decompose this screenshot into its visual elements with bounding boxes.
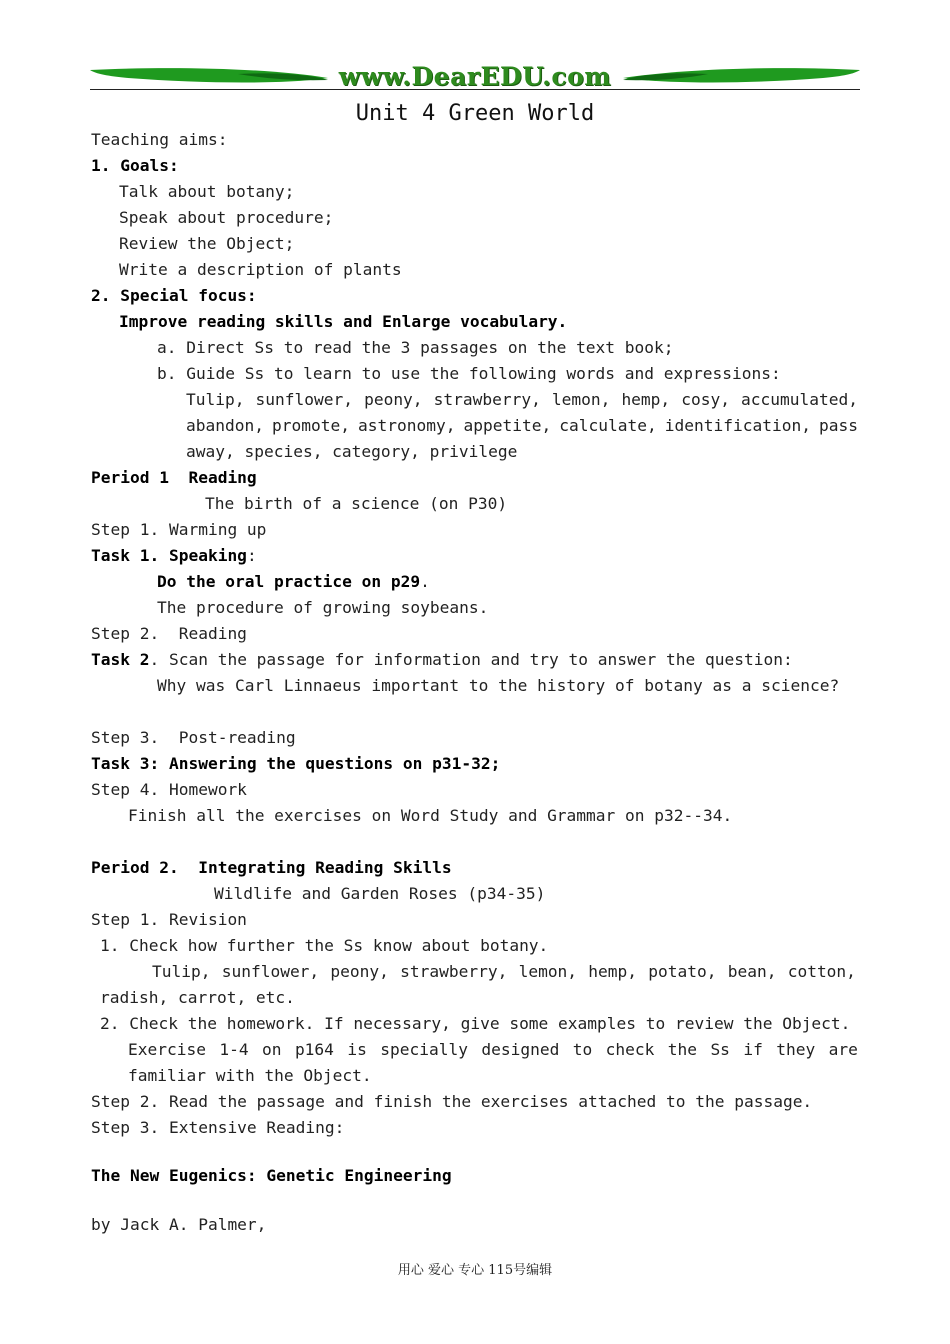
revision-item-1: 1. Check how further the Ss know about botany. [100,936,549,955]
task3-line: Task 3: Answering the questions on p31-32; [91,754,501,773]
period2-step3: Step 3. Extensive Reading: [91,1118,345,1137]
goals-heading: 1. Goals: [91,156,179,175]
task1-detail-text: Do the oral practice on p29 [157,572,421,591]
focus-item-a: a. Direct Ss to read the 3 passages on the text book; [157,338,674,357]
plant-word: sunflower, [221,962,320,981]
exercise-word: to [572,1040,593,1059]
vocab-word: strawberry, [433,390,541,409]
period1-step1: Step 1. Warming up [91,520,267,539]
vocab-word: hemp, [621,390,671,409]
exercise-word: check [605,1040,655,1059]
special-focus-heading: 2. Special focus: [91,286,257,305]
exercise-word: Ss [710,1040,730,1059]
article-byline: by Jack A. Palmer, [91,1215,267,1234]
period2-heading: Period 2. Integrating Reading Skills [91,858,452,877]
vocab-word: astronomy, [358,416,456,435]
task1-detail-dot: . [420,572,430,591]
exercise-word: p164 [294,1040,334,1059]
goal-item: Talk about botany; [119,182,295,201]
plant-word: hemp, [588,962,638,981]
vocab-line-1 [186,390,858,410]
page-footer: 用心 爱心 专心 115号编辑 [397,1263,553,1278]
vocab-word: pass [818,416,858,435]
exercise-word: they [776,1040,816,1059]
plant-word: Tulip, [152,962,211,981]
vocab-word: identification, [664,416,811,435]
page-title: Unit 4 Green World [355,101,595,126]
task2-text: . Scan the passage for information and try to answer the question: [149,650,793,669]
exercise-line-1 [128,1040,858,1060]
vocab-word: Tulip, [186,390,245,409]
task1-line [91,546,257,566]
article-title: The New Eugenics: Genetic Engineering [91,1166,452,1185]
task2-label: Task 2 [91,650,150,669]
vocab-word: promote, [272,416,350,435]
exercise-word: 1-4 [219,1040,249,1059]
homework-line: Finish all the exercises on Word Study and Grammar on p32--34. [128,806,733,825]
vocab-word: accumulated, [741,390,858,409]
exercise-word: Exercise [128,1040,206,1059]
plants-line-1 [152,962,856,982]
exercise-word: the [667,1040,698,1059]
plant-word: peony, [330,962,389,981]
period2-step2: Step 2. Read the passage and finish the exercises attached to the passage. [91,1092,813,1111]
exercise-line-2: familiar with the Object. [128,1066,372,1085]
vocab-word: sunflower, [255,390,354,409]
vocab-line-3: away, species, category, privilege [186,442,518,461]
vocab-line-2 [186,416,858,436]
period1-step2: Step 2. Reading [91,624,247,643]
goal-item: Write a description of plants [119,260,402,279]
task1-detail [157,572,430,592]
vocab-word: calculate, [559,416,657,435]
special-focus-line: Improve reading skills and Enlarge vocabulary. [119,312,568,331]
teaching-aims-heading: Teaching aims: [91,130,228,149]
exercise-word: are [828,1040,858,1059]
vocab-word: lemon, [551,390,611,409]
exercise-word: is [347,1040,367,1059]
plant-word: potato, [648,962,717,981]
exercise-word: specially [380,1040,468,1059]
vocab-word: peony, [364,390,423,409]
task1-colon: : [246,546,257,565]
plant-word: strawberry, [400,962,508,981]
period2-subtitle: Wildlife and Garden Roses (p34-35) [214,884,546,903]
task1-detail-2: The procedure of growing soybeans. [157,598,489,617]
exercise-word: designed [481,1040,560,1059]
period1-step3: Step 3. Post-reading [91,728,296,747]
plant-word: lemon, [518,962,578,981]
vocab-word: cosy, [681,390,730,409]
period1-step4: Step 4. Homework [91,780,247,799]
exercise-word: on [262,1040,282,1059]
plant-word: cotton, [787,962,856,981]
header-divider [90,89,860,90]
goal-item: Speak about procedure; [119,208,334,227]
goal-item: Review the Object; [119,234,295,253]
focus-item-b: b. Guide Ss to learn to use the following words and expressions: [157,364,781,383]
task2-line [91,650,793,670]
vocab-word: appetite, [463,416,552,435]
vocab-word: abandon, [186,416,264,435]
exercise-word: if [743,1040,763,1059]
site-logo: www.DearEDU.com [338,62,612,91]
plants-line-2: radish, carrot, etc. [100,988,295,1007]
revision-item-2: 2. Check the homework. If necessary, give some examples to review the Object. [100,1014,851,1033]
task2-question: Why was Carl Linnaeus important to the history of botany as a science? [157,676,840,695]
plant-word: bean, [727,962,777,981]
period1-subtitle: The birth of a science (on P30) [205,494,508,513]
task1-label: Task 1. Speaking [91,546,247,565]
period2-step1: Step 1. Revision [91,910,247,929]
period1-heading: Period 1 Reading [91,468,257,487]
